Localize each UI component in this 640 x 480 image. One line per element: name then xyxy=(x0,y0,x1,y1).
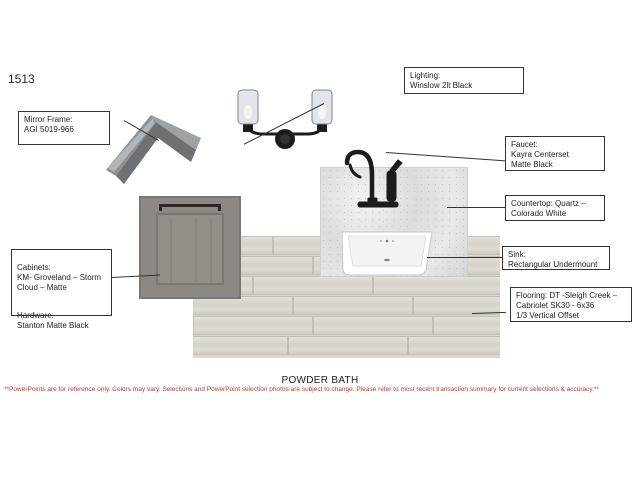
floor-plank xyxy=(433,316,500,335)
disclaimer-text: **PowerPoints are for reference only. Colors may vary. Selections and PowerPoint selection photos are subject to change. Please refer to most recent transaction summary for current selections & accuracy.** xyxy=(4,386,600,393)
countertop-leader-line xyxy=(447,207,505,208)
page-title: POWDER BATH xyxy=(281,375,359,386)
mirror-frame-sample xyxy=(106,115,201,184)
mirror-frame-callout: Mirror Frame: AGI 5019-966 xyxy=(18,111,110,145)
floor-plank xyxy=(288,336,408,355)
flooring-callout: Flooring: DT -Sleigh Creek – Cabriolet SK30 - 6x36 1/3 Vertical Offset xyxy=(510,287,632,322)
floor-plank xyxy=(313,316,433,335)
floor-plank xyxy=(408,336,500,355)
cabinet-door-image xyxy=(139,196,241,299)
mirror-frame-image xyxy=(96,110,206,188)
floor-plank xyxy=(193,336,288,355)
countertop-callout: Countertop: Quartz – Colorado White xyxy=(505,195,605,221)
lighting-callout: Lighting: Winslow 2lt Black xyxy=(404,67,524,94)
light-fixture-image xyxy=(235,84,335,156)
cabinets-text: Cabinets: KM- Groveland – Storm Cloud – Matte xyxy=(17,263,102,292)
floor-plank xyxy=(293,296,413,315)
sink-leader-line xyxy=(427,257,505,258)
floor-plank xyxy=(193,316,313,335)
sink-callout: Sink: Rectangular Undermount xyxy=(502,246,610,270)
faucet-black xyxy=(347,152,402,207)
undermount-sink xyxy=(342,232,432,275)
faucet-callout: Faucet: Kayra Centerset Matte Black xyxy=(505,136,605,171)
cabinets-hardware-callout xyxy=(11,249,112,330)
cabinet-door-graphic xyxy=(141,198,239,297)
slide-number: 1513 xyxy=(8,72,35,86)
hardware-text: Hardware: Stanton Matte Black xyxy=(17,311,89,330)
